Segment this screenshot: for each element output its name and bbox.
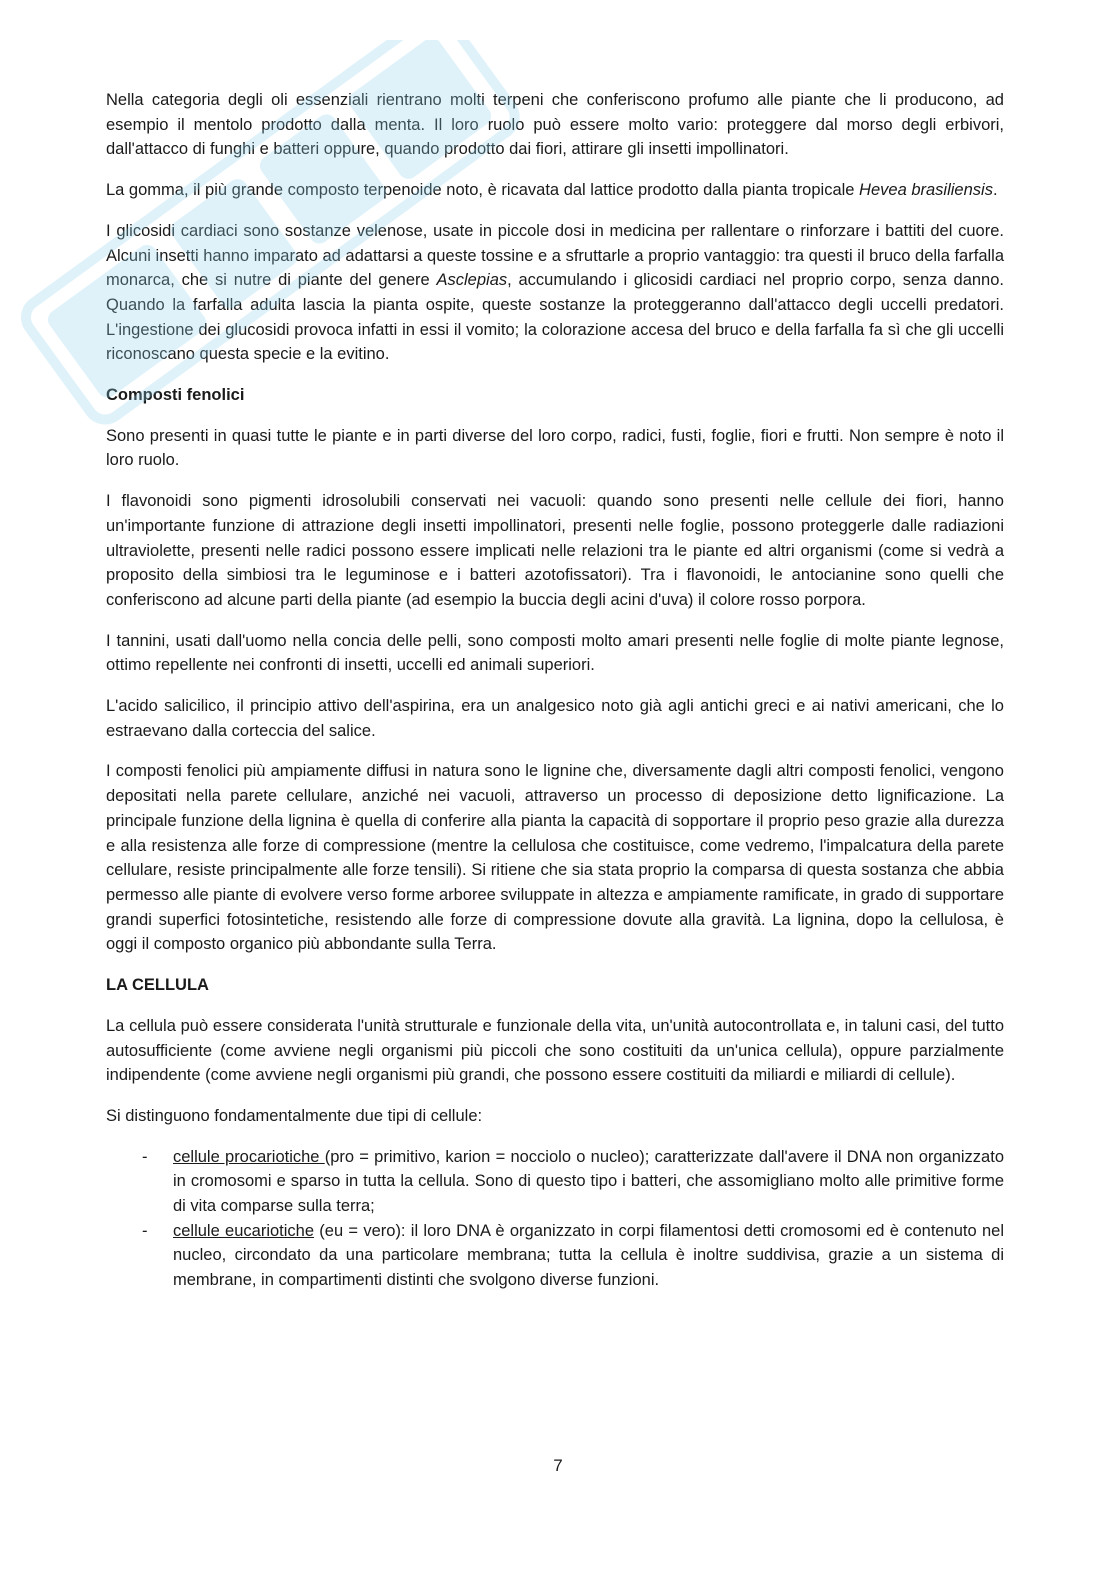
heading-composti-fenolici: Composti fenolici [106,386,245,405]
paragraph-glicosidi [106,219,1004,367]
list-item-text: (eu = vero): il loro DNA è organizzato in corpi filamentosi detti cromosomi ed è contenuto nel nucleo, circondato da una particolare membrana; tutta la cellula è inoltre suddivisa, grazie a un sistema di membrane, in compartimenti distinti che svolgono diverse funzioni. [173,1221,1004,1290]
paragraph-text: Sono presenti in quasi tutte le piante e in parti diverse del loro corpo, radici, fusti, foglie, fiori e frutti. Non sempre è noto il loro ruolo. [106,426,1004,470]
genus-name: Asclepias [436,271,508,290]
page-number: 7 [553,1456,563,1475]
paragraph-text: I composti fenolici più ampiamente diffusi in natura sono le lignine che, diversamente dagli altri composti fenolici, vengono depositati nella parete cellulare, anziché nei vacuoli, attraverso un processo di deposizione detto lignificazione. La principale funzione della lignina è quella di conferire alla pianta la capacità di sopportare il proprio peso grazie alla durezza e alla resistenza alle forze di compressione (mentre la cellulosa che costituisce, come vedremo, l'impalcatura della parete cellulare, resiste principalmente alle forze tensili). Si ritiene che sia stata proprio la comparsa di questa sostanza che abbia permesso alle piante di evolvere verso forme arboree sviluppate in altezza e ampiamente ramificate, in grado di supportare grandi superfici fotosintetiche, resistendo alle forze di compressione dovute alla gravità. La lignina, dopo la cellulosa, è oggi il composto organico più abbondante sulla Terra. [106,762,1004,954]
list-item-text: (pro = primitivo, karion = nocciolo o nucleo); caratterizzate dall'avere il DNA non organizzato in cromosomi e sparso in tutta la cellula. Sono di questo tipo i batteri, che assomigliano molto alle primitive forme di vita comparse sulla terra; [173,1147,1004,1216]
paragraph-tannini [106,629,1004,678]
cell-types-list [106,1145,1004,1293]
paragraph-tipi-cellule [106,1104,1004,1129]
paragraph-presenza [106,424,1004,473]
heading-la-cellula: LA CELLULA [106,976,209,995]
paragraph-text: La gomma, il più grande composto terpenoide noto, è ricavata dal lattice prodotto dalla pianta tropicale [106,181,860,200]
paragraph-text: Nella categoria degli oli essenziali rientrano molti terpeni che conferiscono profumo alle piante che li producono, ad esempio il mentolo prodotto dalla menta. Il loro ruolo può essere molto vario: proteggere dal morso degli erbivori, dall'attacco di funghi e batteri oppure, quando prodotto dai fiori, attirare gli insetti impollinatori. [106,91,1004,159]
term-eucariotiche: cellule eucariotiche [173,1221,315,1240]
paragraph-text-end: , accumulando i glicosidi cardiaci nel proprio corpo, senza danno. Quando la farfalla adulta lascia la pianta ospite, queste sostanze la proteggeranno dall'attacco degli uccelli predatori. L'ingestione dei glucosidi provoca infatti in essi il vomito; la colorazione accesa del bruco e della farfalla fa sì che gli uccelli riconoscano questa specie e la evitino. [106,271,1004,364]
paragraph-flavonoidi [106,489,1004,613]
paragraph-text: L'acido salicilico, il principio attivo dell'aspirina, era un analgesico noto già agli antichi greci e ai nativi americani, che lo estraevano dalla corteccia del salice. [106,697,1004,740]
paragraph-text: I flavonoidi sono pigmenti idrosolubili conservati nei vacuoli: quando sono presenti nelle cellule dei fiori, hanno un'importante funzione di attrazione degli insetti impollinatori, presenti nelle foglie, possono proteggerle dalle radiazioni ultraviolette, presenti nelle radici possono essere implicati nelle relazioni tra le piante ed altri organismi (come si vedrà a proposito della simbiosi tra le leguminose e i batteri azotofissatori). Tra i flavonoidi, le antocianine sono quelli che conferiscono ad alcune parti della piante (ad esempio la buccia degli acini d'uva) il colore rosso porpora. [106,492,1004,609]
document-body [106,88,1004,1293]
paragraph-end: . [992,181,998,200]
paragraph-gomma [106,178,1004,203]
list-item-eucariotiche [106,1219,1004,1293]
paragraph-text: Si distinguono fondamentalmente due tipi di cellule: [106,1106,483,1125]
species-name: Hevea brasiliensis [859,181,993,200]
term-procariotiche: cellule procariotiche [173,1147,325,1166]
list-dash: - [142,1221,148,1240]
list-dash: - [142,1147,148,1166]
paragraph-text: I tannini, usati dall'uomo nella concia delle pelli, sono composti molto amari presenti nelle foglie di molte piante legnose, ottimo repellente nei confronti di insetti, uccelli ed animali superiori. [106,631,1004,675]
list-item-procariotiche [106,1145,1004,1219]
paragraph-oli-essenziali [106,88,1004,162]
paragraph-acido-salicilico [106,694,1004,743]
paragraph-text: I glicosidi cardiaci sono sostanze velenose, usate in piccole dosi in medicina per rallentare o rinforzare i battiti del cuore. Alcuni insetti hanno imparato ad adattarsi a queste tossine e a sfruttarle a proprio vantaggio: tra questi il bruco della farfalla monarca, che si nutre di piante del genere [106,221,1004,290]
paragraph-cellula-definizione [106,1014,1004,1088]
paragraph-text: La cellula può essere considerata l'unità strutturale e funzionale della vita, un'unità autocontrollata e, in taluni casi, del tutto autosufficiente (come avviene negli organismi più piccoli che sono costituiti da un'unica cellula), oppure parzialmente indipendente (come avviene negli organismi più grandi, che possono essere costituiti da miliardi e miliardi di cellule). [106,1016,1004,1085]
paragraph-lignine [106,759,1004,957]
